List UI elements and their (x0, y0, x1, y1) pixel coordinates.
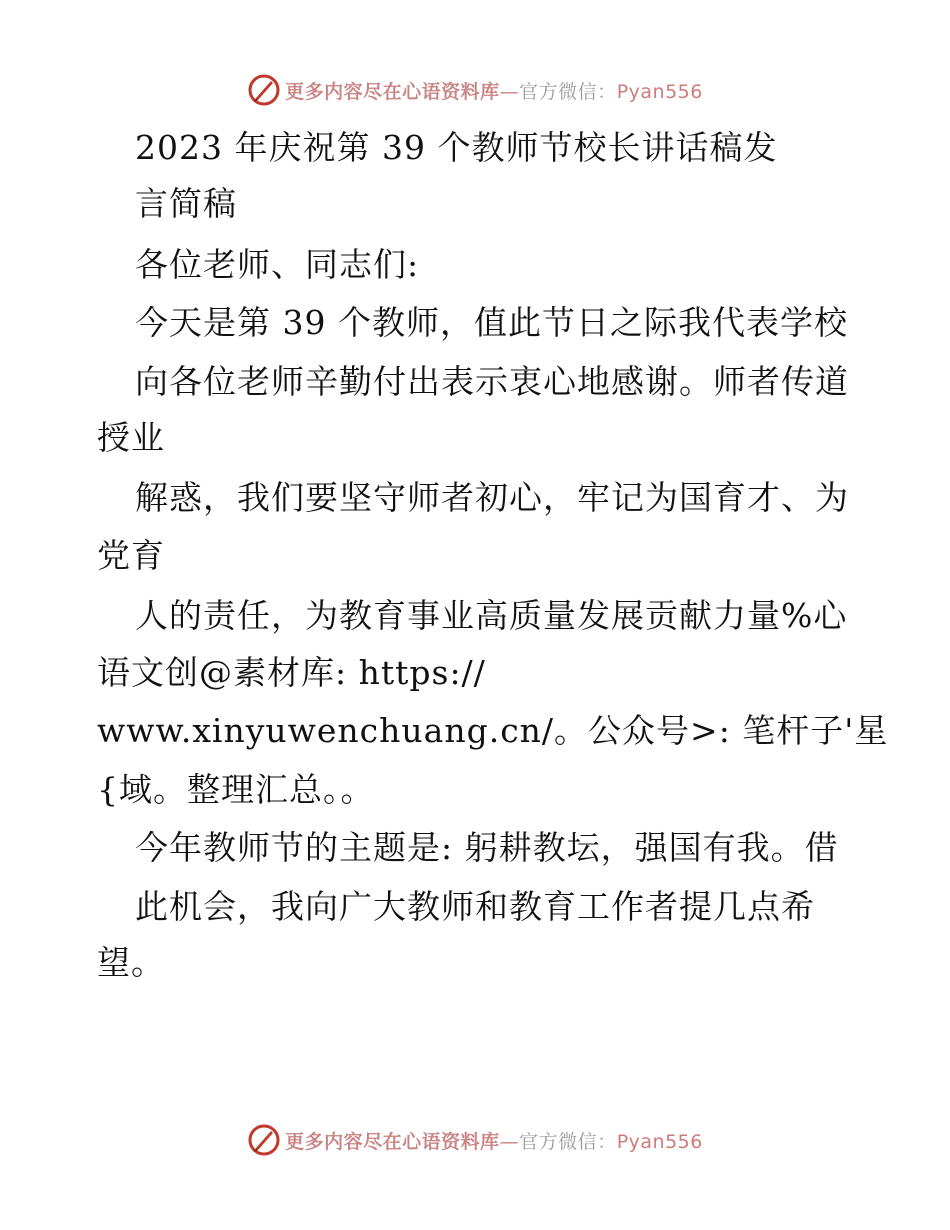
doc-line: www.xinyuwenchuang.cn/。公众号>: 笔杆子'星 (97, 711, 889, 750)
doc-line: 今年教师节的主题是: 躬耕教坛，强国有我。借 (135, 828, 839, 867)
doc-line: 此机会，我向广大教师和教育工作者提几点希 (135, 887, 815, 926)
doc-line: 授业 (97, 418, 165, 457)
doc-line: 解惑，我们要坚守师者初心，牢记为国育才、为 (135, 478, 849, 517)
banner-text (285, 1127, 703, 1154)
doc-line: 望。 (97, 943, 165, 982)
banner-wechat-label: 官方微信： (519, 1130, 617, 1153)
banner-site-text: 更多内容尽在心语资料库 (285, 1130, 500, 1153)
banner-separator: — (499, 80, 520, 103)
doc-line: 今天是第 39 个教师，值此节日之际我代表学校 (135, 303, 848, 342)
banner-text (285, 77, 703, 104)
doc-title-line-1: 2023 年庆祝第 39 个教师节校长讲话稿发 (135, 128, 778, 167)
doc-line: 党育 (97, 536, 165, 575)
banner-separator: — (499, 1130, 520, 1153)
doc-salutation: 各位老师、同志们: (135, 245, 420, 284)
banner-site-text: 更多内容尽在心语资料库 (285, 80, 500, 103)
doc-line: {域。整理汇总。。 (97, 770, 375, 809)
footer-banner (0, 1120, 950, 1160)
banner-wechat-id: Pyan556 (616, 1130, 703, 1153)
quill-logo-icon (247, 73, 281, 107)
header-banner (0, 70, 950, 110)
doc-line: 语文创@素材库: https:// (97, 653, 486, 692)
banner-wechat-label: 官方微信： (519, 80, 617, 103)
doc-title-line-2: 言简稿 (135, 184, 237, 223)
quill-logo-icon (247, 1123, 281, 1157)
banner-wechat-id: Pyan556 (616, 80, 703, 103)
doc-line: 人的责任，为教育事业高质量发展贡献力量%心 (135, 596, 848, 635)
doc-line: 向各位老师辛勤付出表示衷心地感谢。师者传道 (135, 362, 849, 401)
